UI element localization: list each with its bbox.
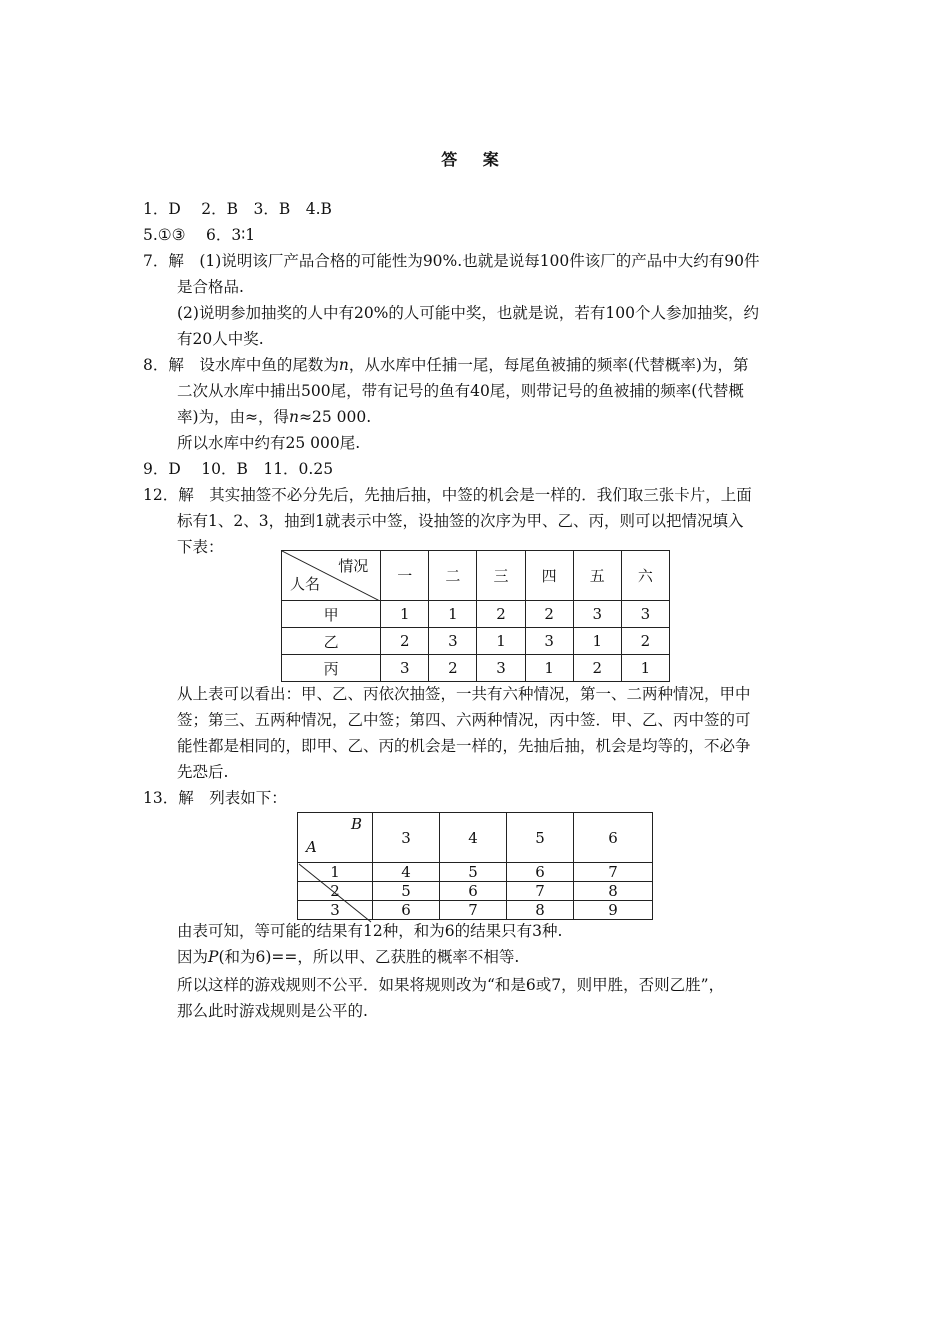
col-header: 五 [573,551,621,601]
corner-header-name: 人名 [290,575,321,593]
table-row [282,601,670,628]
table-cell: 8 [574,882,653,901]
q12-after-2: 签；第三、五两种情况，乙中签；第四、六两种情况，丙中签．甲、乙、丙中签的可 [177,711,751,729]
table-cell: 5 [440,863,507,882]
col-header: 4 [440,813,507,863]
corner-header-b: B [350,815,362,833]
col-header: 二 [429,551,477,601]
q12-after-3: 能性都是相同的，即甲、乙、丙的机会是一样的，先抽后抽，机会是均等的，不必争 [177,737,751,755]
q7-line-4: 有20人中奖. [177,330,264,348]
table-cell: 6 [373,901,440,920]
table-row [282,628,670,655]
q7-line-1: 7．解 (1)说明该厂产品合格的可能性为90%.也就是说每100件该厂的产品中大约有90件 [143,252,760,270]
col-header: 6 [574,813,653,863]
row-header: 2 [298,882,373,901]
table-cell: 7 [507,882,574,901]
table-cell: 3 [525,628,573,655]
corner-header-a: A [306,838,317,856]
answers-1-4: 1．D 2．B 3．B 4.B [143,200,332,218]
lottery-table-corner [282,551,381,601]
q8-line-1 [143,352,748,378]
table-cell: 2 [429,655,477,682]
table-cell: 9 [574,901,653,920]
q13-after-2 [177,944,519,970]
answers-9-11: 9．D 10．B 11．0.25 [143,460,334,478]
row-header: 甲 [282,601,381,628]
table-cell: 2 [477,601,525,628]
q8-l3-var-n: n [289,408,300,426]
q12-after-1: 从上表可以看出：甲、乙、丙依次抽签，一共有六种情况，第一、二两种情况，甲中 [177,685,751,703]
corner-header-situation: 情况 [338,557,369,575]
row-header: 3 [298,901,373,920]
row-header: 乙 [282,628,381,655]
table-cell: 6 [507,863,574,882]
q8-line-3 [177,404,371,430]
q13-line-1: 13．解 列表如下： [143,789,287,807]
col-header: 三 [477,551,525,601]
q12-line-1: 12．解 其实抽签不必分先后，先抽后抽，中签的机会是一样的．我们取三张卡片，上面 [143,486,752,504]
col-header: 3 [373,813,440,863]
table-row [282,655,670,682]
col-header: 六 [621,551,669,601]
q8-var-n: n [338,356,349,374]
q8-head: 8．解 设水库中鱼的尾数为 [143,356,339,374]
q8-l3b: ≈25 000. [299,408,372,426]
table-cell: 5 [373,882,440,901]
table-cell: 3 [381,655,429,682]
col-header: 5 [507,813,574,863]
q13-var-p: P [208,948,219,966]
table-cell: 1 [429,601,477,628]
answers-5-6: 5.①③ 6．3∶1 [143,226,256,244]
table-cell: 4 [373,863,440,882]
col-header: 四 [525,551,573,601]
lottery-table [281,550,670,682]
table-cell: 7 [574,863,653,882]
q8-line-4: 所以水库中约有25 000尾. [177,434,361,452]
table-cell: 2 [525,601,573,628]
q8-line-2: 二次从水库中捕出500尾，带有记号的鱼有40尾，则带记号的鱼被捕的频率(代替概 [177,382,744,400]
stray-diagonal-line-icon [297,862,373,924]
table-cell: 2 [621,628,669,655]
table-cell: 8 [507,901,574,920]
q13-after-3: 所以这样的游戏规则不公平．如果将规则改为“和是6或7，则甲胜，否则乙胜”， [177,976,725,994]
table-cell: 2 [573,655,621,682]
table-cell: 7 [440,901,507,920]
col-header: 一 [381,551,429,601]
table-cell: 3 [573,601,621,628]
table-cell: 1 [573,628,621,655]
table-cell: 3 [621,601,669,628]
table-cell: 1 [381,601,429,628]
q13-after-2a: 因为 [177,948,209,966]
table-cell: 1 [525,655,573,682]
table-cell: 6 [440,882,507,901]
page-title: 答 案 [441,150,509,169]
table-cell: 3 [429,628,477,655]
q13-after-4: 那么此时游戏规则是公平的. [177,1002,368,1020]
row-header: 1 [298,863,373,882]
q8-rest: ，从水库中任捕一尾，每尾鱼被捕的频率(代替概率)为，第 [348,356,749,374]
q13-after-2b: (和为6)==，所以甲、乙获胜的概率不相等. [218,948,520,966]
q12-line-2: 标有1、2、3，抽到1就表示中签，设抽签的次序为甲、乙、丙，则可以把情况填入 [177,512,744,530]
q12-after-4: 先恐后. [177,763,229,781]
q8-l3a: 率)为，由≈，得 [177,408,290,426]
table-cell: 2 [381,628,429,655]
q7-line-2: 是合格品. [177,278,244,296]
table-cell: 1 [621,655,669,682]
table-cell: 1 [477,628,525,655]
row-header: 丙 [282,655,381,682]
dice-table-corner [298,813,373,863]
q7-line-3: (2)说明参加抽奖的人中有20%的人可能中奖，也就是说，若有100个人参加抽奖，约 [177,304,759,322]
table-cell: 3 [477,655,525,682]
q12-line-3: 下表： [177,538,224,556]
q13-after-1: 由表可知，等可能的结果有12种，和为6的结果只有3种. [177,922,563,940]
